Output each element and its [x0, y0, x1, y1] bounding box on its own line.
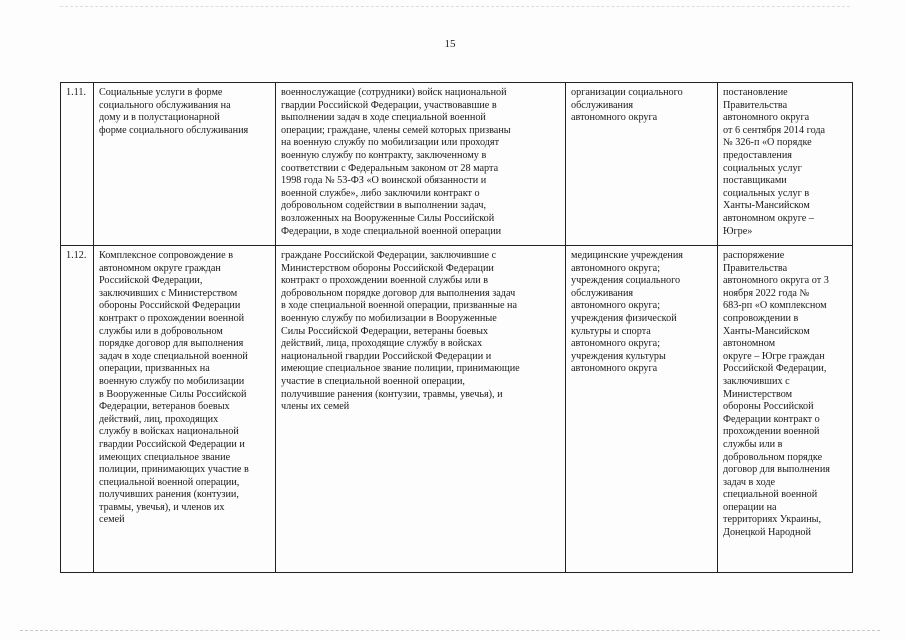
- legal-act-text: распоряжение Правительства автономного округа от 3 ноября 2022 года № 683-рп «О комплексном сопровождении в Ханты-Мансийском автономном округе – Югре граждан Российской Федерации, заключивших с Министерством обороны Российской Федерации контракт о прохождении военной службы или в добровольном порядке договор для выполнения задач в ходе специальной военной операции на территориях Украины, Донецкой Народной: [723, 250, 830, 539]
- row-number-cell: [61, 246, 94, 573]
- recipients-text: граждане Российской Федерации, заключившие с Министерством обороны Российской Федерации контракт о прохождении военной службы или в добровольном порядке договор для выполнения задач в ходе специальной военной операции, призванные на военную службу по мобилизации в Вооруженные Силы Российской Федерации, ветераны боевых действий, лица, проходящие службу в войсках национальной гвардии Российской Федерации и имеющие специальное звание полиции, принимающие участие в специальной военной операции, получившие ранения (контузии, травмы, увечья), и члены их семей: [281, 250, 520, 413]
- table-row: [61, 246, 853, 573]
- service-name: Социальные услуги в форме социального обслуживания на дому и в полустационарной форме социального обслуживания: [99, 87, 249, 136]
- scan-artifact-top: [60, 6, 850, 8]
- provider-text: организации социального обслуживания автономного округа: [571, 87, 683, 124]
- page-number: 15: [444, 38, 456, 50]
- legal-act-cell: [718, 246, 853, 573]
- recipients-cell: [276, 246, 566, 573]
- legal-act-text: постановление Правительства автономного округа от 6 сентября 2014 года № 326-п «О порядке предоставления социальных услуг поставщиками социальных услуг в Ханты-Мансийском автономном округе – Югре»: [723, 87, 826, 237]
- scan-artifact-bottom: [20, 630, 880, 632]
- provider-cell: [566, 83, 718, 246]
- provider-text: медицинские учреждения автономного округа; учреждения социального обслуживания автономного округа; учреждения физической культуры и спорта автономного округа; учреждения культуры автономного округа: [571, 250, 683, 375]
- service-name-cell: [94, 83, 276, 246]
- row-number-cell: [61, 83, 94, 246]
- provider-cell: [566, 246, 718, 573]
- row-number: 1.12.: [66, 250, 87, 261]
- service-name: Комплексное сопровождение в автономном округе граждан Российской Федерации, заключивших с Министерством обороны Российской Федерации контракт о прохождении военной службы или в добровольном порядке договор для выполнения задач в ходе специальной военной операции, призванных на военную службу по мобилизации в Вооруженные Силы Российской Федерации, ветеранов боевых действий, лиц, проходящих службу в войсках национальной гвардии Российской Федерации и имеющих специальное звание полиции, принимающих участие в специальной военной операции, получивших ранения (контузии, травмы, увечья), и членов их семей: [99, 250, 249, 526]
- legal-act-cell: [718, 83, 853, 246]
- table-row: [61, 83, 853, 246]
- recipients-text: военнослужащие (сотрудники) войск национальной гвардии Российской Федерации, участвовавшие в выполнении задач в ходе специальной военной операции; граждане, члены семей которых призваны на военную службу по мобилизации или проходят военную службу по контракту, заключенному в соответствии с Федеральным законом от 28 марта 1998 года № 53-ФЗ «О воинской обязанности и военной службе», либо заключили контракт о добровольном содействии в выполнении задач, возложенных на Вооруженные Силы Российской Федерации, в ходе специальной военной операции: [281, 87, 511, 237]
- row-number: 1.11.: [66, 87, 86, 98]
- service-name-cell: [94, 246, 276, 573]
- recipients-cell: [276, 83, 566, 246]
- services-table: [60, 82, 853, 573]
